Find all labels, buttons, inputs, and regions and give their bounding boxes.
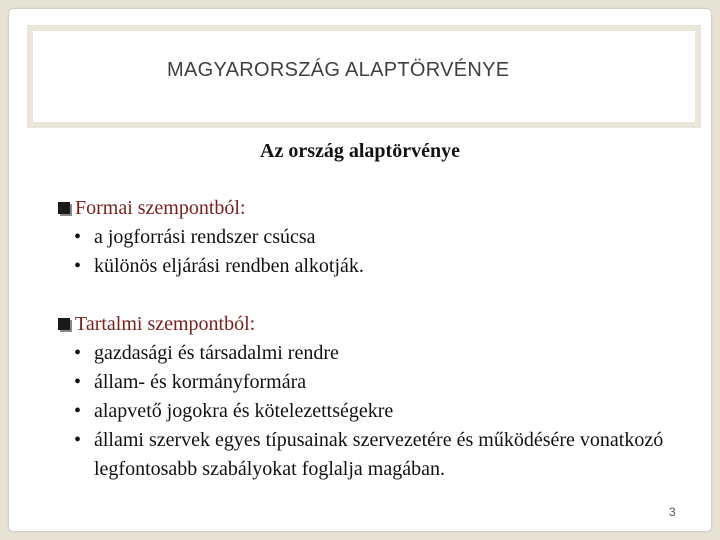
list-item: • alapvető jogokra és kötelezettségekre bbox=[58, 397, 698, 426]
section-content bbox=[58, 310, 698, 484]
bullet-dot-icon: • bbox=[74, 342, 82, 364]
section-formal bbox=[58, 194, 698, 281]
bullet-dot-icon: • bbox=[74, 429, 82, 451]
bullet-dot-icon: • bbox=[74, 226, 82, 248]
bullet-dot-icon: • bbox=[74, 371, 82, 393]
checkbox-square-icon bbox=[58, 202, 70, 214]
list-item: • különös eljárási rendben alkotják. bbox=[58, 252, 698, 281]
slide-subtitle: Az ország alaptörvénye bbox=[260, 140, 460, 162]
title-band bbox=[27, 25, 701, 128]
list-item: • állami szervek egyes típusainak szervezetére és működésére vonatkozó legfontosabb szabályokat foglalja magában. bbox=[58, 426, 698, 484]
bullet-list bbox=[58, 339, 698, 484]
section-heading-text: Formai szempontból: bbox=[75, 197, 246, 219]
section-heading bbox=[58, 194, 698, 223]
page-number: 3 bbox=[669, 505, 676, 519]
checkbox-square-icon bbox=[58, 318, 70, 330]
bullet-list bbox=[58, 223, 698, 281]
section-heading bbox=[58, 310, 698, 339]
list-item: • a jogforrási rendszer csúcsa bbox=[58, 223, 698, 252]
section-heading-text: Tartalmi szempontból: bbox=[75, 313, 256, 335]
slide-title: MAGYARORSZÁG ALAPTÖRVÉNYE bbox=[167, 59, 510, 81]
list-item: • gazdasági és társadalmi rendre bbox=[58, 339, 698, 368]
list-item: • állam- és kormányformára bbox=[58, 368, 698, 397]
bullet-dot-icon: • bbox=[74, 400, 82, 422]
bullet-dot-icon: • bbox=[74, 255, 82, 277]
